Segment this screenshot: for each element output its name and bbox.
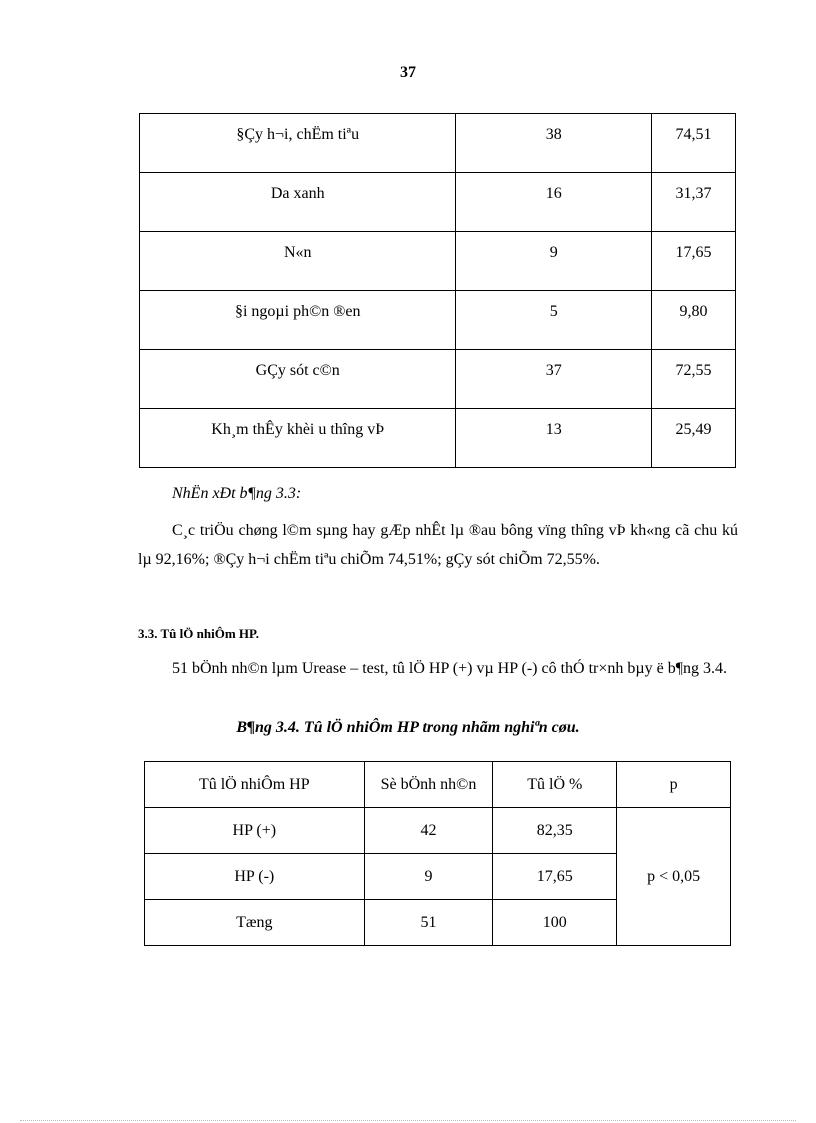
percent-cell: 9,80 xyxy=(652,291,736,350)
count-cell: 5 xyxy=(456,291,652,350)
label-cell: HP (+) xyxy=(145,808,365,854)
symptom-cell: Kh¸m thÊy khèi u thîng vÞ xyxy=(140,409,456,468)
count-cell: 9 xyxy=(364,854,493,900)
table-row xyxy=(140,409,736,468)
p-value-cell: p < 0,05 xyxy=(617,808,731,946)
symptom-cell: §i ngoµi ph©n ®en xyxy=(140,291,456,350)
hp-table xyxy=(144,761,731,946)
percent-cell: 17,65 xyxy=(493,854,617,900)
page-bottom-divider xyxy=(20,1120,796,1121)
table-header-row xyxy=(145,762,731,808)
header-rate: Tû lÖ nhiÔm HP xyxy=(145,762,365,808)
count-cell: 38 xyxy=(456,114,652,173)
table-row xyxy=(140,114,736,173)
header-patients: Sè bÖnh nh©n xyxy=(364,762,493,808)
table-row xyxy=(140,291,736,350)
symptom-cell: Da xanh xyxy=(140,173,456,232)
count-cell: 37 xyxy=(456,350,652,409)
percent-cell: 82,35 xyxy=(493,808,617,854)
percent-cell: 17,65 xyxy=(652,232,736,291)
percent-cell: 25,49 xyxy=(652,409,736,468)
symptom-table xyxy=(139,113,736,468)
table-remark-title: NhËn xÐt b¶ng 3.3: xyxy=(172,485,302,502)
count-cell: 51 xyxy=(364,900,493,946)
count-cell: 42 xyxy=(364,808,493,854)
table-caption: B¶ng 3.4. Tû lÖ nhiÔm HP trong nhãm nghiªn cøu. xyxy=(236,719,580,736)
table-row xyxy=(140,350,736,409)
table-row xyxy=(140,173,736,232)
percent-cell: 74,51 xyxy=(652,114,736,173)
count-cell: 13 xyxy=(456,409,652,468)
count-cell: 9 xyxy=(456,232,652,291)
label-cell: HP (-) xyxy=(145,854,365,900)
percent-cell: 31,37 xyxy=(652,173,736,232)
symptom-cell: §Çy h¬i, chËm tiªu xyxy=(140,114,456,173)
symptom-cell: N«n xyxy=(140,232,456,291)
paragraph-symptoms: C¸c triÖu chøng l©m sµng hay gÆp nhÊt lµ ®au bông vïng thîng vÞ kh«ng cã chu kú lµ 92,16%; ®Çy h¬i chËm tiªu chiÕm 74,51%; gÇy sót chiÕm 72,55%. xyxy=(138,522,738,568)
label-cell: Tæng xyxy=(145,900,365,946)
page-number: 37 xyxy=(400,64,416,81)
percent-cell: 100 xyxy=(493,900,617,946)
section-heading: 3.3. Tû lÖ nhiÔm HP. xyxy=(138,626,260,641)
percent-cell: 72,55 xyxy=(652,350,736,409)
table-row xyxy=(145,808,731,854)
header-percent: Tû lÖ % xyxy=(493,762,617,808)
header-p: p xyxy=(617,762,731,808)
count-cell: 16 xyxy=(456,173,652,232)
paragraph-urease: 51 bÖnh nh©n lµm Urease – test, tû lÖ HP (+) vµ HP (-) cô thÓ tr×nh bµy ë b¶ng 3.4. xyxy=(172,660,727,677)
symptom-cell: GÇy sót c©n xyxy=(140,350,456,409)
table-row xyxy=(140,232,736,291)
